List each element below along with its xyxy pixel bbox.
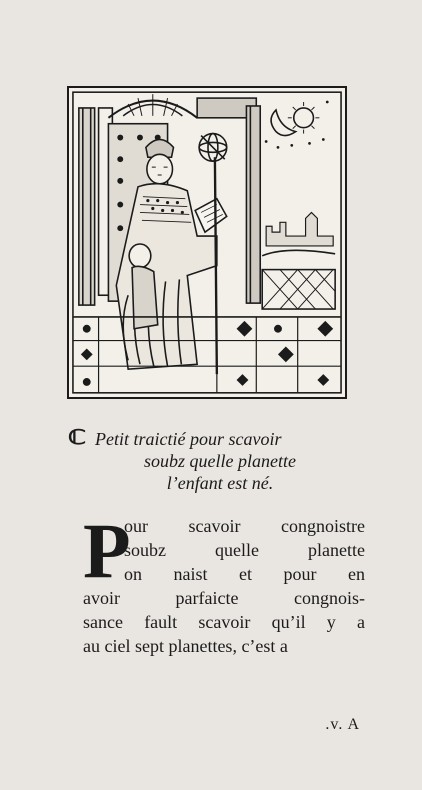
body-line: au ciel sept planettes, c’est a: [83, 636, 288, 656]
paragraph-mark-icon: ℂ: [67, 427, 87, 449]
caption-line: soubz quelle planette: [144, 451, 296, 471]
woodcut-illustration: [67, 86, 347, 399]
body-text: [83, 507, 365, 658]
caption-line: l’enfant est né.: [166, 473, 274, 493]
body-line: sance fault scavoir qu’il y a: [83, 612, 365, 632]
body-line: soubz quelle planette: [124, 540, 365, 560]
woodcut-caption: [67, 427, 370, 494]
body-line: avoir parfaicte congnois-: [83, 588, 365, 608]
drop-cap: P: [83, 507, 131, 594]
body-line: on naist et pour en: [124, 564, 365, 584]
signature-mark: .v. A: [325, 716, 360, 733]
caption-line: Petit traictié pour scavoir: [95, 429, 282, 449]
astrologer-woodcut-icon: [69, 88, 345, 397]
body-line: our scavoir congnoistre: [124, 516, 365, 536]
